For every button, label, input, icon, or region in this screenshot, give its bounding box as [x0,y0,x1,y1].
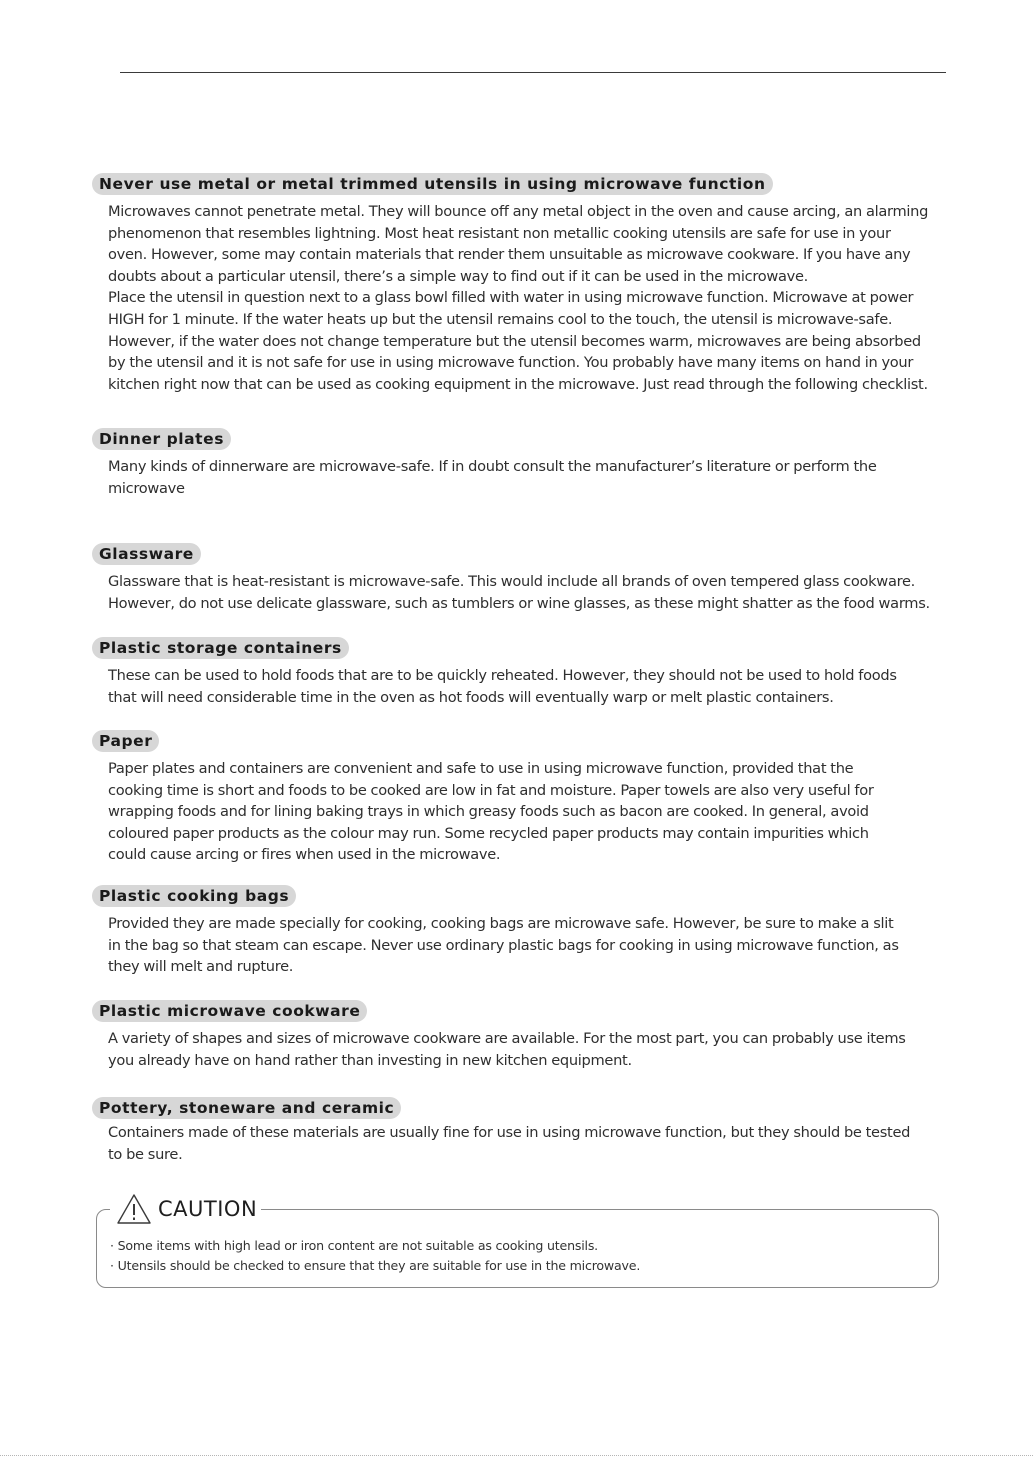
section-body [108,1028,938,1071]
body-line: Many kinds of dinnerware are microwave-safe. If in doubt consult the manufacturer’s literature or perform the [108,458,877,475]
page-bottom-border [0,1455,1033,1457]
section-plastic-storage [92,637,942,708]
caution-list [110,1236,930,1276]
body-line: Glassware that is heat-resistant is microwave-safe. This would include all brands of oven tempered glass cookware. [108,573,915,590]
section-plastic-microwave-cookware [92,1000,942,1071]
body-line: kitchen right now that can be used as cooking equipment in the microwave. Just read through the following checklist. [108,375,928,393]
body-line: by the utensil and it is not safe for use in using microwave function. You probably have many items on hand in your [108,354,914,372]
body-line: that will need considerable time in the oven as hot foods will eventually warp or melt plastic containers. [108,688,834,706]
caution-item-text: Utensils should be checked to ensure that they are suitable for use in the microwave. [117,1258,641,1273]
section-body [108,456,938,499]
section-heading: Plastic microwave cookware [92,1000,367,1022]
section-body [108,571,938,614]
body-line: Provided they are made specially for cooking, cooking bags are microwave safe. However, be sure to make a slit [108,915,894,932]
body-line: oven. However, some may contain materials that render them unsuitable as microwave cookware. If you have any [108,246,911,264]
section-pottery [92,1097,942,1165]
body-line: Place the utensil in question next to a glass bowl filled with water in using microwave function. Microwave at power [108,289,914,307]
section-heading: Paper [92,730,159,752]
header-rule [120,72,946,73]
section-heading: Dinner plates [92,428,231,450]
section-heading: Glassware [92,543,201,565]
body-line: they will melt and rupture. [108,958,294,976]
section-metal-utensils [92,173,942,395]
body-line: Containers made of these materials are usually fine for use in using microwave function, but they should be tested [108,1124,911,1141]
section-paper [92,730,942,866]
warning-triangle-icon [116,1193,152,1225]
section-dinner-plates [92,428,942,499]
body-line: Microwaves cannot penetrate metal. They will bounce off any metal object in the oven and cause arcing, an alarming [108,203,929,220]
body-line: However, do not use delicate glassware, such as tumblers or wine glasses, as these might shatter as the food warms. [108,594,930,612]
body-line: A variety of shapes and sizes of microwave cookware are available. For the most part, you can probably use items [108,1030,906,1047]
body-line: cooking time is short and foods to be cooked are low in fat and moisture. Paper towels are also very useful for [108,781,874,799]
section-heading: Plastic storage containers [92,637,349,659]
body-line: phenomenon that resembles lightning. Most heat resistant non metallic cooking utensils are safe for use in your [108,224,891,242]
section-heading: Plastic cooking bags [92,885,296,907]
body-line: Paper plates and containers are convenient and safe to use in using microwave function, provided that the [108,760,854,777]
body-line: in the bag so that steam can escape. Never use ordinary plastic bags for cooking in using microwave function, as [108,936,899,954]
body-line: doubts about a particular utensil, there’s a simple way to find out if it can be used in the microwave. [108,267,808,285]
caution-item: · Utensils should be checked to ensure that they are suitable for use in the microwave. [110,1258,641,1273]
body-line: microwave [108,479,185,497]
section-heading: Pottery, stoneware and ceramic [92,1097,401,1119]
caution-title: CAUTION [158,1197,258,1221]
section-body [108,758,938,866]
body-line: These can be used to hold foods that are to be quickly reheated. However, they should not be used to hold foods [108,667,897,684]
body-line: could cause arcing or fires when used in the microwave. [108,846,501,864]
caution-header [110,1193,261,1225]
body-line: to be sure. [108,1145,183,1163]
section-body [108,665,938,708]
section-plastic-cooking-bags [92,885,942,978]
caution-item: · Some items with high lead or iron content are not suitable as cooking utensils. [110,1238,598,1253]
section-body [108,201,938,395]
section-body [108,1122,938,1165]
section-heading: Never use metal or metal trimmed utensils in using microwave function [92,173,773,195]
body-line: However, if the water does not change temperature but the utensil becomes warm, microwaves are being absorbed [108,332,921,350]
section-glassware [92,543,942,614]
body-line: coloured paper products as the colour may run. Some recycled paper products may contain impurities which [108,824,869,842]
body-line: wrapping foods and for lining baking trays in which greasy foods such as bacon are cooked. In general, avoid [108,803,869,821]
section-body [108,913,938,978]
body-line: HIGH for 1 minute. If the water heats up but the utensil remains cool to the touch, the utensil is microwave-safe. [108,310,893,328]
body-line: you already have on hand rather than investing in new kitchen equipment. [108,1051,632,1069]
caution-item-text: Some items with high lead or iron content are not suitable as cooking utensils. [117,1238,598,1253]
